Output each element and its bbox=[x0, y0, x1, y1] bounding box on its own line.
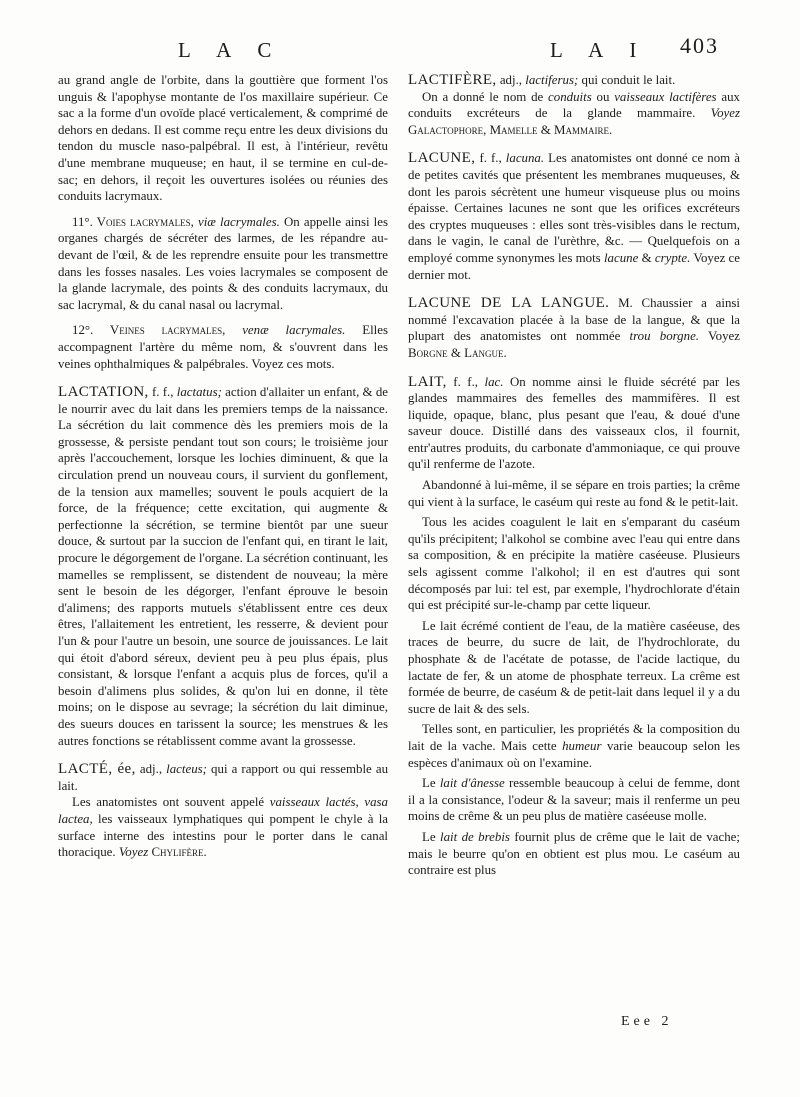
entry-lactation bbox=[58, 384, 388, 749]
text-run: varie beaucoup selon les espèces d'animaux où on l'examine. bbox=[408, 738, 740, 770]
paragraph-lait-acides: Tous les acides coagulent le lait en s'emparant du caséum qu'ils précipitent; l'alkohol se combine avec l'eau qui entre dans sa composition, & en précipite la matière caséeuse. Plusieurs sels agissent comme l'alkohol; il en est d'autres qui sont décomposés par lui: tel est, par exemple, l'hydrochlorate d'étain qui est précipité sur-le-champ par cette liqueur. bbox=[408, 515, 740, 613]
entry-text: On appelle ainsi les organes chargés de sécréter des larmes, de les répandre au-devant de l'œil, & de les reprendre ensuite pour les transmettre dans les fosses nasales. Les voies lacrymales se composent de la glande lacrymale, des points & des conduits lacrymaux, du sac lacrymal, & du canal nasal ou lacrymal. bbox=[58, 214, 388, 312]
text-run: Telles sont, en particulier, les propriétés & la composition du lait de la vache. Mais cette bbox=[408, 722, 740, 753]
voyez-label: Voyez bbox=[118, 845, 149, 860]
paragraph-sac-lacrymal-end: au grand angle de l'orbite, dans la gouttière que forment l'os unguis & l'apophyse montante de l'os maxillaire supérieur. Ce sac a la forme d'un ovoïde placé verticalement, & comprimé de dehors en dedans. Il est comme reçu entre les deux divisions du tendon du muscle naso-palpébral. Il est, à l'intérieur, revêtu d'une membrane muqueuse; en haut, il se termine en cul-de-sac; en dehors, il reçoit les ouvertures isolées ou réunies des conduits lacrymaux. bbox=[58, 73, 388, 204]
text-run: & bbox=[641, 250, 652, 265]
headword: LACTÉ, ée, bbox=[58, 761, 136, 778]
signature-mark: Eee 2 bbox=[621, 1014, 673, 1029]
entry-text: M. Chaussier a ainsi nommé l'excavation placée à la base de la langue, & que la plupart des anatomistes ont nommée bbox=[408, 296, 740, 344]
left-column bbox=[58, 72, 388, 861]
entry-voies-lacrymales bbox=[58, 214, 388, 314]
entry-text: Les anatomistes ont donné ce nom à de petites cavités que présentent les membranes muqueuses, & dont les parois sécrètent une humeur visqueuse plus ou moins épaisse. Certaines lacunes ne sont que les orifices excréteurs des cryptes muqueuses : elles sont très-visibles dans le rectum, dans le vagin, le canal de l'urèthre, &c. — Quelquefois on a employé comme synonymes les mots bbox=[408, 151, 740, 265]
italic-term: conduits bbox=[548, 89, 592, 104]
running-header bbox=[60, 30, 740, 64]
headword: LACUNE, bbox=[408, 150, 476, 167]
italic-term: trou borgne. bbox=[629, 329, 700, 344]
entry-lacune-de-la-langue bbox=[408, 295, 740, 361]
paragraph-conduits-lactiferes bbox=[408, 89, 740, 139]
entry-lait bbox=[408, 374, 740, 474]
entry-lactifere bbox=[408, 72, 740, 89]
entry-veines-lacrymales bbox=[58, 322, 388, 372]
italic-term: lacune bbox=[603, 250, 639, 265]
latin-term: lacuna. bbox=[505, 151, 545, 166]
text-run: ou bbox=[596, 89, 610, 104]
text-run: aux conduits excréteurs de la glande mammaire. bbox=[408, 89, 740, 121]
latin-term: lactatus; bbox=[176, 385, 222, 400]
italic-term: vaisseaux lactés, vasa lactea, bbox=[58, 795, 388, 826]
paragraph-lait-vache bbox=[408, 721, 740, 771]
italic-term: humeur bbox=[562, 738, 602, 753]
paragraph-lait-brebis bbox=[408, 829, 740, 879]
text-run: fournit plus de crême que le lait de vache; mais le beurre qu'on en obtient est plus mou. Le caséum au contraire est plus bbox=[408, 829, 740, 878]
grammar-tag: f. f., bbox=[151, 385, 174, 400]
italic-term: lait d'ânesse bbox=[439, 776, 505, 791]
entry-lacte bbox=[58, 761, 388, 794]
right-column bbox=[408, 72, 740, 879]
entry-text: On nomme ainsi le fluide sécrété par les glandes mammaires des femelles des mammifères. Il est liquide, opaque, blanc, plus pesant que l'eau, & doué d'une saveur douce. Distillé dans des vaisseaux clos, il fournit, entr'autres produits, du carbonate d'ammoniaque, ce qui prouve qu'il renferme de l'azote. bbox=[408, 374, 740, 472]
grammar-tag: f. f., bbox=[479, 151, 502, 166]
headword: LAIT, bbox=[408, 373, 447, 390]
headword: LACTATION, bbox=[58, 384, 149, 401]
cross-reference: Galactophore, Mamelle & Mammaire. bbox=[408, 122, 613, 137]
subentry-head: 11°. Voies lacrymales, bbox=[72, 214, 194, 229]
headword: LACTIFÈRE, bbox=[408, 72, 497, 88]
paragraph-vaisseaux-lactes bbox=[58, 794, 388, 860]
latin-term: lacteus; bbox=[166, 762, 207, 777]
latin-term: venæ lacrymales. bbox=[242, 323, 346, 338]
voyez-label: Voyez bbox=[708, 329, 740, 344]
text-run: Voyez ce dernier mot. bbox=[408, 250, 740, 282]
entry-text: qui conduit le lait. bbox=[581, 73, 676, 87]
italic-term: crypte. bbox=[654, 250, 691, 265]
entry-text: action d'allaiter un enfant, & de le nourrir avec du lait dans les premiers temps de la naissance. La sécrétion du lait commence dès les premiers mois de la grossesse, & persiste pendant tout son cours; le troisième jour après l'accouchement, lorsque les lochies diminuent, & que la circulation prend un nouveau cours, il survient du gonflement, de la tension aux mamelles; souvent le pouls acquiert de la force, de la fréquence; cette excitation, qui augmente & perfectionne la sécrétion, se termine bientôt par une sueur douce, & surtout par la succion de l'enfant qui, en tirant le lait, procure le dégorgement de l'organe. La sécrétion continuant, les mamelles se remplissent, se distendent de nouveau; la mère sent le besoin de les dégorger, l'enfant éprouve le besoin d'alimens; des rapports mutuels s'établissent entre ces deux êtres, l'allaitement les entretient, les resserre, & devient pour l'un & pour l'autre un besoin, une source de jouissances. Le lait qui étoit d'abord séreux, devient peu à peu plus épais, plus consistant, & lorsque l'enfant a acquis plus de forces, qu'il a besoin d'alimens plus solides, & qu'on lui en donne, il tète moins; on le dispose au sevrage; la sécrétion du lait diminue, des sueurs douces en tarissent la source; les menstrues & les autres fonctions se rétablissent comme avant la grossesse. bbox=[58, 385, 388, 748]
cross-reference: Borgne & Langue. bbox=[408, 345, 507, 360]
italic-term: lait de brebis bbox=[440, 829, 510, 844]
headword: LACUNE DE LA LANGUE. bbox=[408, 295, 610, 312]
paragraph-lait-separation: Abandonné à lui-même, il se sépare en trois parties; la crême qui vient à la surface, le caséum qui reste au fond & le petit-lait. bbox=[408, 478, 740, 509]
text-run: On a donné le nom de bbox=[422, 89, 544, 104]
text-run: Le bbox=[422, 829, 436, 844]
latin-term: lac. bbox=[484, 374, 504, 389]
entry-lacune bbox=[408, 150, 740, 283]
grammar-tag: f. f., bbox=[453, 374, 479, 389]
latin-term: lactiferus; bbox=[525, 73, 579, 87]
paragraph-lait-ecreme: Le lait écrémé contient de l'eau, de la matière caséeuse, des traces de beurre, du sucre de lait, de l'hydrochlorate, du phosphate & de l'acétate de potasse, de l'acide lactique, du lactate de fer, & un atome de phosphate terreux. La crême est formée de beurre, de caséum & de petit-lait dans lequel il y a du sucre de lait & des sels. bbox=[408, 618, 740, 716]
page-number: 403 bbox=[680, 33, 719, 58]
cross-reference: Chylifère. bbox=[151, 845, 207, 860]
text-run: les vaisseaux lymphatiques qui pompent le chyle à la surface interne des intestins pour le porter dans le canal thoracique. bbox=[58, 811, 389, 860]
grammar-tag: adj., bbox=[499, 73, 523, 87]
running-head-right: L A I bbox=[550, 38, 648, 62]
paragraph-lait-anesse bbox=[408, 775, 740, 825]
entry-text: Elles accompagnent l'artère du même nom, & s'ouvrent dans les veines ophthalmiques & palpébrales. Voyez ces mots. bbox=[58, 323, 388, 371]
running-head-left: L A C bbox=[178, 38, 283, 62]
latin-term: viæ lacrymales. bbox=[198, 214, 280, 229]
grammar-tag: adj., bbox=[139, 762, 163, 777]
italic-term: vaisseaux lactifères bbox=[614, 89, 717, 104]
text-run: ressemble beaucoup à celui de femme, dont il a la consistance, l'odeur & la saveur; mais il renferme un peu moins de crême & un peu plus de matière caséeuse molle. bbox=[408, 776, 740, 824]
subentry-head: 12°. Veines lacrymales, bbox=[72, 323, 226, 338]
text-run: Le bbox=[422, 776, 436, 791]
entry-text: qui a rapport ou qui ressemble au lait. bbox=[58, 762, 389, 793]
voyez-label: Voyez bbox=[710, 106, 740, 121]
text-run: Les anatomistes ont souvent appelé bbox=[72, 795, 265, 810]
